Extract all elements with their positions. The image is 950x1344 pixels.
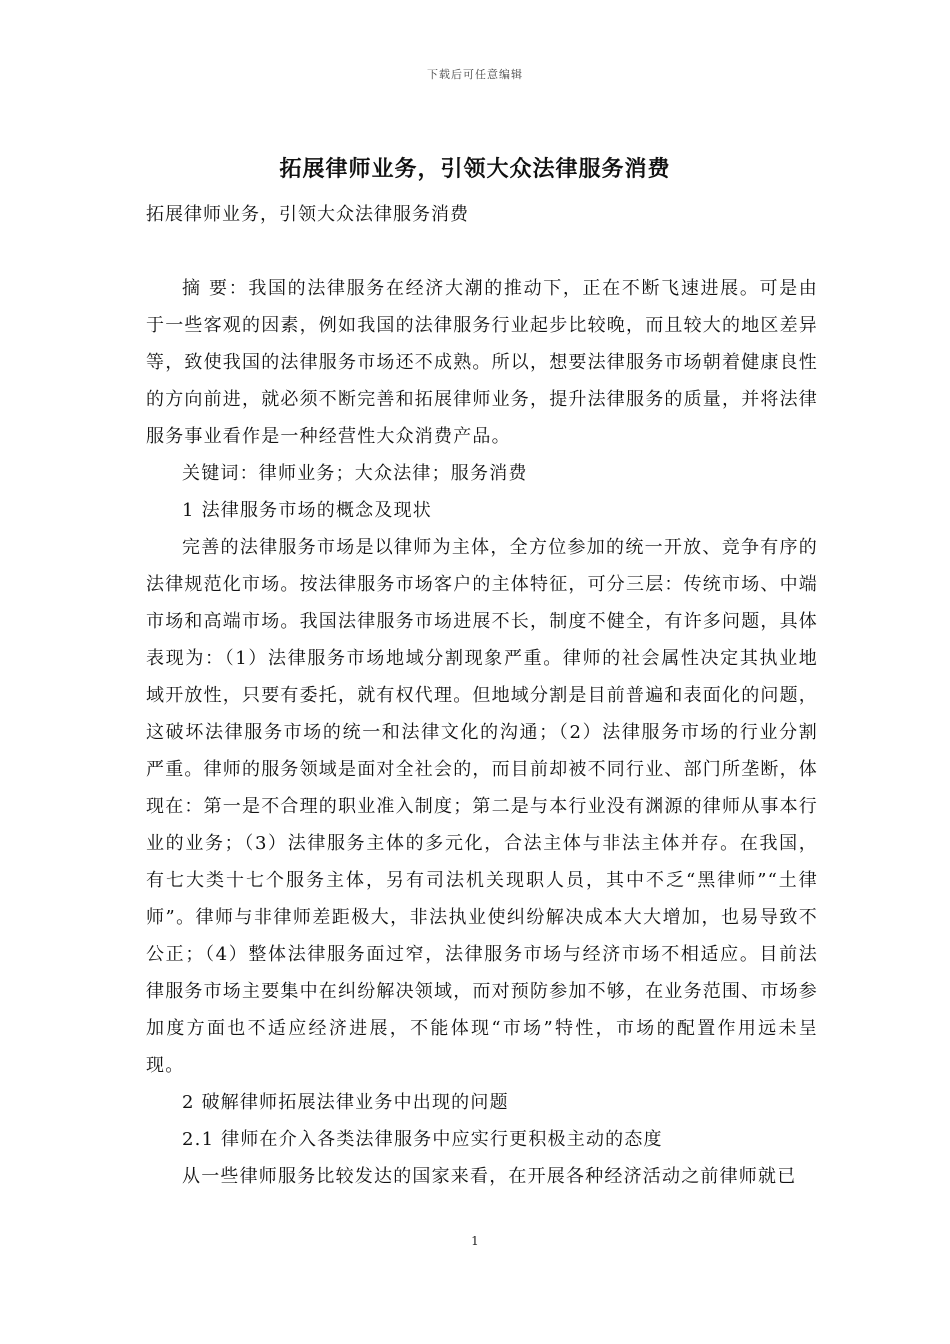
document-subtitle: 拓展律师业务，引领大众法律服务消费 <box>146 204 469 225</box>
keywords-line: 关键词：律师业务；大众法律；服务消费 <box>182 463 528 484</box>
document-title: 拓展律师业务，引领大众法律服务消费 <box>279 156 671 182</box>
body-paragraph: 从一些律师服务比较发达的国家来看，在开展各种经济活动之前律师就已 <box>182 1166 797 1187</box>
page-number: 1 <box>471 1234 479 1248</box>
body-paragraph: 完善的法律服务市场是以律师为主体，全方位参加的统一开放、竞争有序的法律规范化市场。按法律服务市场客户的主体特征，可分三层：传统市场、中端市场和高端市场。我国法律服务市场进展不长，制度不健全，有许多问题，具体表现为：（1）法律服务市场地域分割现象严重。律师的社会属性决定其执业地域开放性，只要有委托，就有权代理。但地域分割是目前普遍和表面化的问题，这破坏法律服务市场的统一和法律文化的沟通；（2）法律服务市场的行业分割严重。律师的服务领域是面对全社会的，而目前却被不同行业、部门所垄断，体现在：第一是不合理的职业准入制度；第二是与本行业没有渊源的律师从事本行业的业务；（3）法律服务主体的多元化，合法主体与非法主体并存。在我国，有七大类十七个服务主体，另有司法机关现职人员，其中不乏“黑律师”“土律师”。律师与非律师差距极大，非法执业使纠纷解决成本大大增加，也易导致不公正；（4）整体法律服务面过窄，法律服务市场与经济市场不相适应。目前法律服务市场主要集中在纠纷解决领域，而对预防参加不够，在业务范围、市场参加度方面也不适应经济进展，不能体现“市场”特性，市场的配置作用远未呈现。 <box>146 537 818 1076</box>
page-header-note: 下载后可任意编辑 <box>427 68 523 81</box>
abstract-paragraph: 摘 要：我国的法律服务在经济大潮的推动下，正在不断飞速进展。可是由于一些客观的因素，例如我国的法律服务行业起步比较晚，而且较大的地区差异等，致使我国的法律服务市场还不成熟。所以，想要法律服务市场朝着健康良性的方向前进，就必须不断完善和拓展律师业务，提升法律服务的质量，并将法律服务事业看作是一种经营性大众消费产品。 <box>146 278 818 447</box>
subsection-heading-2-1: 2.1 律师在介入各类法律服务中应实行更积极主动的态度 <box>182 1129 663 1150</box>
document-body <box>146 270 818 1195</box>
section-heading-2: 2 破解律师拓展法律业务中出现的问题 <box>182 1092 509 1113</box>
section-heading-1: 1 法律服务市场的概念及现状 <box>182 500 432 521</box>
